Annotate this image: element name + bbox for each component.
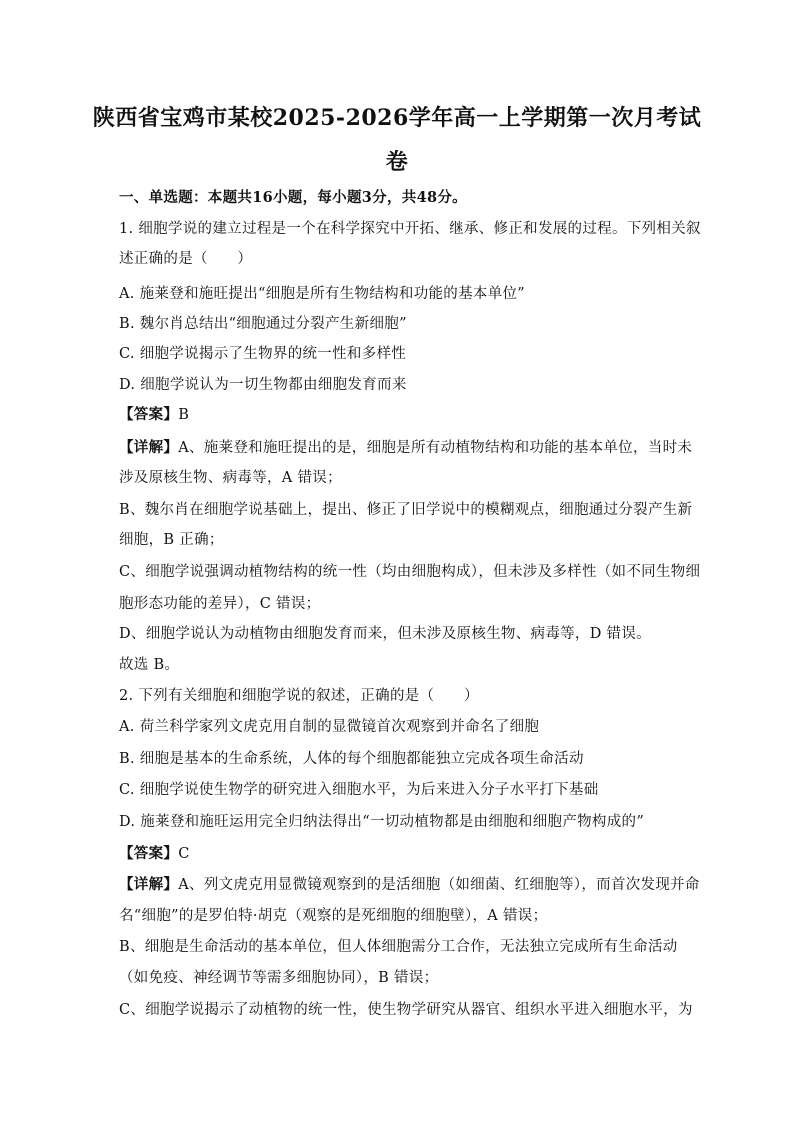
- option-line: B. 细胞是基本的生命系统，人体的每个细胞都能独立完成各项生命活动: [119, 751, 584, 767]
- document-title-line-2: 卷: [385, 149, 409, 175]
- explanation-line: D、细胞学说认为动植物由细胞发育而来，但未涉及原核生物、病毒等，D 错误。: [119, 626, 651, 642]
- explanation-line: 胞形态功能的差异），C 错误；: [119, 596, 321, 612]
- answer-line: 【答案】C: [119, 845, 190, 862]
- section-header: 一、单选题：本题共16小题，每小题3分，共48分。: [119, 189, 467, 206]
- text-line: 1. 细胞学说的建立过程是一个在科学探究中开拓、继承、修正和发展的过程。下列相关叙: [119, 221, 701, 237]
- explanation-line: 名“细胞”的是罗伯特·胡克（观察的是死细胞的细胞壁），A 错误；: [119, 908, 548, 924]
- text-line: 述正确的是（ ）: [119, 251, 253, 267]
- explanation-line: （如免疫、神经调节等需多细胞协同），B 错误；: [119, 970, 439, 986]
- option-line: C. 细胞学说揭示了生物界的统一性和多样性: [119, 346, 407, 362]
- document-title-line-1: 陕西省宝鸡市某校2025-2026学年高一上学期第一次月考试: [92, 105, 702, 131]
- text-line: 2. 下列有关细胞和细胞学说的叙述，正确的是（ ）: [119, 688, 479, 704]
- explanation-line: B、魏尔肖在细胞学说基础上，提出、修正了旧学说中的模糊观点，细胞通过分裂产生新: [119, 502, 693, 518]
- option-line: D. 细胞学说认为一切生物都由细胞发育而来: [119, 377, 407, 393]
- option-line: C. 细胞学说使生物学的研究进入细胞水平，为后来进入分子水平打下基础: [119, 782, 599, 798]
- explanation-line: 【详解】A、列文虎克用显微镜观察到的是活细胞（如细菌、红细胞等），而首次发现并命: [119, 876, 700, 893]
- option-line: B. 魏尔肖总结出“细胞通过分裂产生新细胞”: [119, 316, 407, 332]
- option-line: A. 荷兰科学家列文虎克用自制的显微镜首次观察到并命名了细胞: [119, 719, 540, 735]
- explanation-line: B、细胞是生命活动的基本单位，但人体细胞需分工合作，无法独立完成所有生命活动: [119, 939, 678, 955]
- answer-line: 【答案】B: [119, 406, 190, 423]
- explanation-line: 细胞，B 正确；: [119, 532, 224, 548]
- explanation-line: C、细胞学说强调动植物结构的统一性（均由细胞构成），但未涉及多样性（如不同生物细: [119, 564, 701, 580]
- explanation-line: 涉及原核生物、病毒等，A 错误；: [119, 470, 342, 486]
- conclusion-line: 故选 B。: [119, 657, 180, 673]
- explanation-line: C、细胞学说揭示了动植物的统一性，使生物学研究从器官、组织水平进入细胞水平，为: [119, 1002, 693, 1018]
- option-line: D. 施莱登和施旺运用完全归纳法得出“一切动植物都是由细胞和细胞产物构成的”: [119, 814, 645, 830]
- explanation-line: 【详解】A、施莱登和施旺提出的是，细胞是所有动植物结构和功能的基本单位，当时未: [119, 439, 693, 456]
- option-line: A. 施莱登和施旺提出“细胞是所有生物结构和功能的基本单位”: [119, 286, 526, 302]
